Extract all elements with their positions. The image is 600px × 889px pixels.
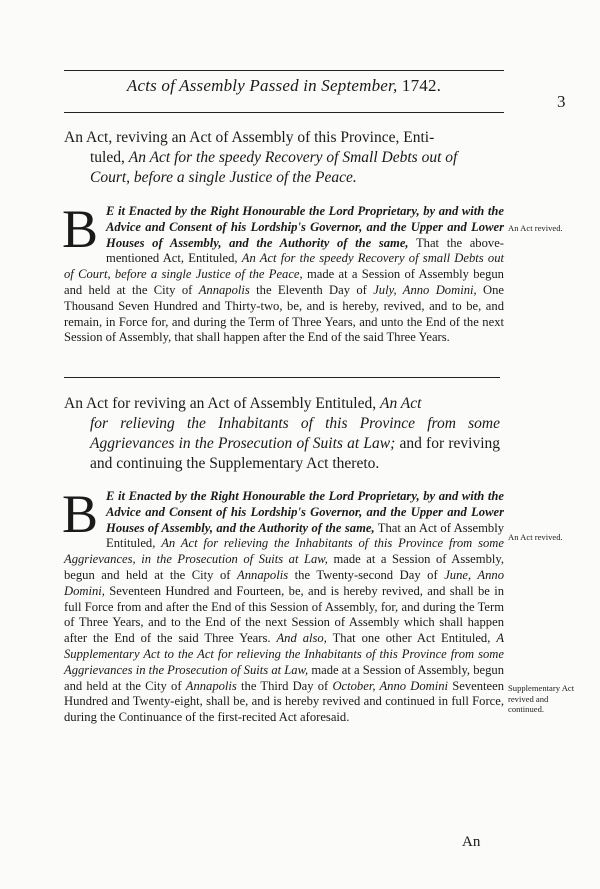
act1-title-line2: tuled, An Act for the speedy Recovery of Small Debts out of — [90, 149, 458, 166]
running-title: Acts of Assembly Passed in September, — [126, 76, 398, 95]
catchword: An — [462, 834, 481, 850]
act1-body: B E it Enacted by the Right Honourable the Lord Proprietary, by and with the Advice and Consent of his Lordship's Governor, and the Upper and Lower Houses of Assembly, and the Authority of the same, That the above-mentioned Act, Entituled, An Act for the speedy Recovery of small Debts out of Court, before a single Justice of the Peace, made at a Session of Assembly begun and held at the City of Annapolis the Eleventh Day of July, Anno Domini, One Thousand Seven Hundred and Thirty-two, be, and is hereby, revived, and to be, and remain, in Force for, and during the Term of Three Years, and unto the End of the next Session of Assembly, that shall happen after the End of the said Three Years. — [62, 199, 504, 345]
page-number: 3 — [557, 92, 566, 111]
section-rule — [64, 377, 500, 378]
act2-dropcap: B — [62, 484, 99, 544]
act1-marginal-note: An Act revived. — [508, 223, 563, 233]
act2-body: B E it Enacted by the Right Honourable the Lord Proprietary, by and with the Advice and Consent of his Lordship's Governor, and the Upper and Lower Houses of Assembly, and the Authority of the same, That an Act of Assembly Entituled, An Act for relieving the Inhabitants of this Province from some Aggrievances, in the Prosecution of Suits at Law, made at a Session of Assembly, begun and held at the City of Annapolis the Twenty-second Day of June, Anno Domini, Seventeen Hundred and Fourteen, be, and is hereby revived, and shall be in full Force from and after the End of this Session of Assembly, for, and during the Term of Three Years, and to the End of the next Session of Assembly which shall happen after the End of the said Three Years. And also, That one other Act Entituled, A Supplementary Act to the Act for relieving the Inhabitants of this Province from some Aggrievances in the Prosecution of Suits at Law, made at a Session of Assembly, begun and held at the City of Annapolis the Third Day of October, Anno Domini Seventeen Hundred and Twenty-eight, shall be, and is hereby revived and continued in full Force, during the Continuance of the first-recited Act aforesaid. — [62, 484, 505, 725]
act1-title-line1: An Act, reviving an Act of Assembly of this Province, Enti- — [64, 129, 435, 146]
act1-title-line3: Court, before a single Justice of the Peace. — [90, 169, 357, 186]
top-rule — [64, 70, 504, 71]
running-header — [64, 76, 504, 96]
act1-enacting-clause: E it Enacted by the Right Honourable the Lord Proprietary, by and with the Advice and Consent of his Lordship's Governor, and the Upper and Lower Houses of Assembly, and the Authority of the same, — [106, 204, 504, 250]
act1-title — [64, 128, 500, 188]
act2-title-cont: for relieving the Inhabitants of this Province from some Aggrievances in the Prosecution of Suits at Law; and for reviving and continuing the Supplementary Act thereto. — [90, 415, 500, 472]
header-year: 1742. — [401, 76, 442, 95]
act2-enacting-clause: E it Enacted by the Right Honourable the Lord Proprietary, by and with the Advice and Consent of his Lordship's Governor, and the Upper and Lower Houses of Assembly, and the Authority of the same, — [106, 489, 504, 535]
act2-marginal-note-1: An Act revived. — [508, 532, 563, 542]
act2-title — [64, 394, 500, 474]
act2-marginal-note-2: Supplementary Act revived and continued. — [508, 683, 575, 714]
act1-dropcap: B — [62, 199, 99, 259]
header-rule — [64, 112, 504, 113]
act2-title-line1: An Act for reviving an Act of Assembly Entituled, An Act — [64, 395, 422, 412]
